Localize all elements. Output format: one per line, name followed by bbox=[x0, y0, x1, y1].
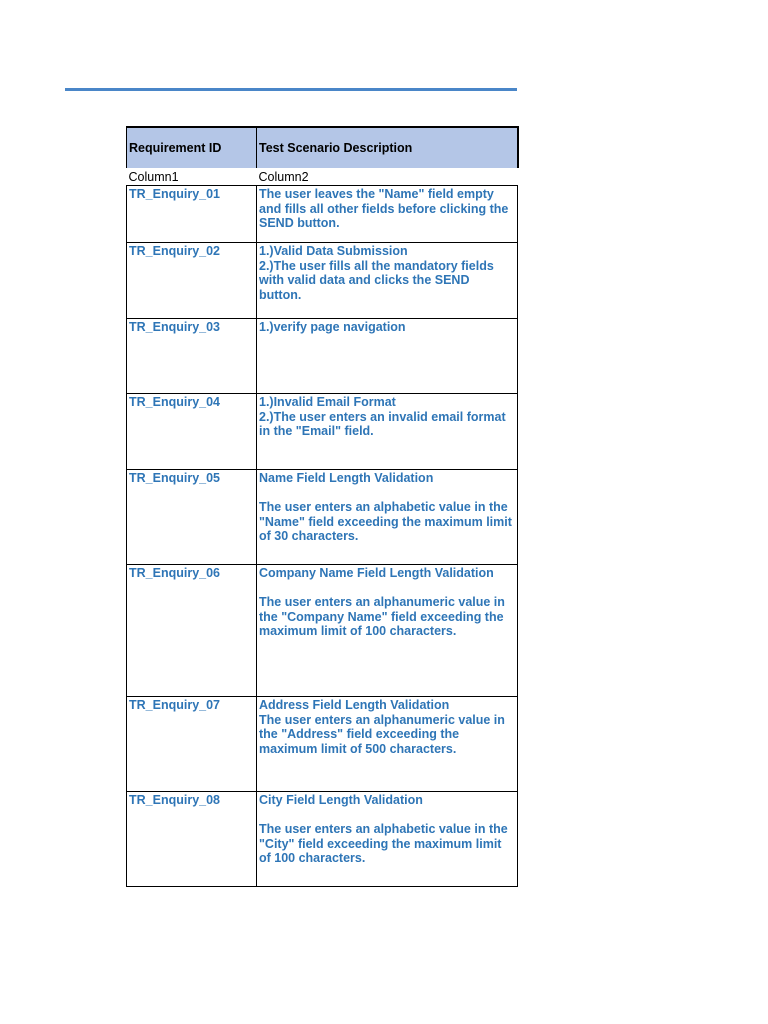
table-row bbox=[127, 243, 518, 319]
requirement-id-cell: TR_Enquiry_04 bbox=[127, 394, 257, 470]
header-row bbox=[127, 127, 518, 168]
description-line: The user enters an alphanumeric value in the "Address" field exceeding the maximum limit of 500 characters. bbox=[259, 712, 509, 756]
description-line: The user enters an alphabetic value in the "City" field exceeding the maximum limit of 100 characters. bbox=[259, 822, 512, 865]
table-row bbox=[127, 186, 518, 243]
top-rule bbox=[65, 88, 517, 91]
description-line: The user leaves the "Name" field empty and fills all other fields before clicking the SEND button. bbox=[259, 187, 512, 230]
description-line: The user enters an alphanumeric value in the "Company Name" field exceeding the maximum limit of 100 characters. bbox=[259, 595, 509, 638]
test-scenario-table bbox=[126, 126, 519, 887]
description-line: 1.)verify page navigation bbox=[259, 320, 406, 334]
description-cell bbox=[257, 470, 518, 565]
subheader-column2: Column2 bbox=[258, 169, 309, 184]
description-cell bbox=[257, 792, 518, 887]
description-line: The user enters an alphabetic value in the "Name" field exceeding the maximum limit of 30 characters. bbox=[259, 500, 516, 543]
description-line: Company Name Field Length Validation bbox=[259, 566, 494, 580]
description-line: Address Field Length Validation bbox=[259, 698, 450, 712]
description-line: City Field Length Validation bbox=[259, 793, 423, 807]
table-row bbox=[127, 394, 518, 470]
requirement-id-cell: TR_Enquiry_08 bbox=[127, 792, 257, 887]
description-cell bbox=[257, 697, 518, 792]
requirement-id-cell: TR_Enquiry_06 bbox=[127, 565, 257, 697]
header-requirement-id: Requirement ID bbox=[127, 127, 257, 168]
table-row bbox=[127, 470, 518, 565]
description-cell bbox=[257, 394, 518, 470]
requirement-id-cell: TR_Enquiry_01 bbox=[127, 186, 257, 243]
requirement-id-cell: TR_Enquiry_02 bbox=[127, 243, 257, 319]
requirement-id-cell: TR_Enquiry_07 bbox=[127, 697, 257, 792]
description-cell bbox=[257, 186, 518, 243]
table-row bbox=[127, 319, 518, 394]
description-line: 1.)Valid Data Submission bbox=[259, 244, 408, 258]
description-cell bbox=[257, 243, 518, 319]
description-line: Name Field Length Validation bbox=[259, 471, 434, 485]
description-line: 1.)Invalid Email Format bbox=[259, 395, 396, 409]
requirement-id-cell: TR_Enquiry_03 bbox=[127, 319, 257, 394]
header-test-scenario-description: Test Scenario Description bbox=[257, 127, 518, 168]
description-line: 2.)The user enters an invalid email format in the "Email" field. bbox=[259, 409, 510, 438]
requirement-id-cell: TR_Enquiry_05 bbox=[127, 470, 257, 565]
description-cell bbox=[257, 565, 518, 697]
description-cell bbox=[257, 319, 518, 394]
subheader-column1: Column1 bbox=[128, 169, 179, 184]
table-row bbox=[127, 697, 518, 792]
table-row bbox=[127, 792, 518, 887]
description-line: 2.)The user fills all the mandatory fields with valid data and clicks the SEND button. bbox=[259, 258, 498, 302]
table-row bbox=[127, 565, 518, 697]
subheader-row bbox=[127, 168, 518, 186]
